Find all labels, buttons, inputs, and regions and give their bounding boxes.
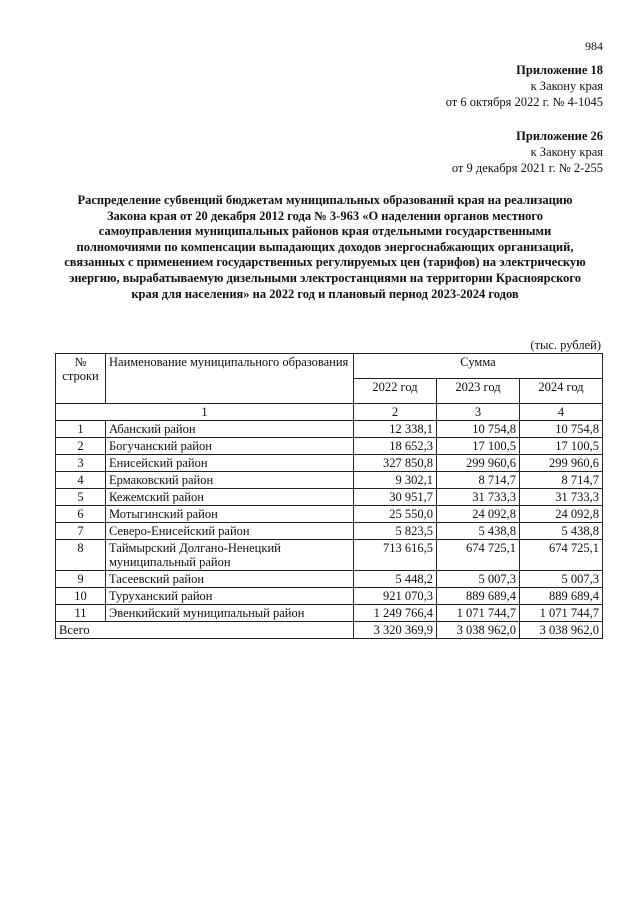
row-number: 11 [56, 605, 106, 622]
value-2023: 5 007,3 [437, 571, 520, 588]
value-2022: 713 616,5 [354, 540, 437, 571]
value-2023: 24 092,8 [437, 506, 520, 523]
total-2022: 3 320 369,9 [354, 622, 437, 639]
row-number: 7 [56, 523, 106, 540]
row-number-header-line: строки [62, 369, 99, 383]
value-2024: 299 960,6 [520, 455, 603, 472]
value-2023: 5 438,8 [437, 523, 520, 540]
sum-header: Сумма [354, 354, 603, 379]
municipality-name: Енисейский район [106, 455, 354, 472]
annex-law-reference: к Закону края [530, 79, 603, 93]
value-2023: 889 689,4 [437, 588, 520, 605]
row-number: 5 [56, 489, 106, 506]
table-row [56, 472, 603, 489]
annex-law-date: от 9 декабря 2021 г. № 2-255 [451, 161, 603, 175]
row-number: 1 [56, 421, 106, 438]
value-2022: 1 249 766,4 [354, 605, 437, 622]
annex-18-header [446, 62, 603, 110]
value-2023: 17 100,5 [437, 438, 520, 455]
total-label: Всего [56, 622, 354, 639]
value-2024: 10 754,8 [520, 421, 603, 438]
value-2022: 18 652,3 [354, 438, 437, 455]
table-row [56, 540, 603, 571]
row-number: 9 [56, 571, 106, 588]
value-2022: 921 070,3 [354, 588, 437, 605]
value-2022: 9 302,1 [354, 472, 437, 489]
municipality-name: Северо-Енисейский район [106, 523, 354, 540]
municipality-name: Эвенкийский муниципальный район [106, 605, 354, 622]
municipality-name-header: Наименование муниципального образования [106, 354, 354, 404]
total-2023: 3 038 962,0 [437, 622, 520, 639]
year-2024-header: 2024 год [520, 379, 603, 404]
value-2024: 1 071 744,7 [520, 605, 603, 622]
row-number: 8 [56, 540, 106, 571]
row-number: 2 [56, 438, 106, 455]
municipality-name: Тасеевский район [106, 571, 354, 588]
table-row [56, 571, 603, 588]
municipality-name: Туруханский район [106, 588, 354, 605]
value-2024: 5 438,8 [520, 523, 603, 540]
table-row [56, 455, 603, 472]
value-2023: 31 733,3 [437, 489, 520, 506]
annex-26-header [452, 128, 603, 176]
value-2024: 8 714,7 [520, 472, 603, 489]
table-row [56, 489, 603, 506]
value-2024: 5 007,3 [520, 571, 603, 588]
total-row [56, 622, 603, 639]
municipality-name: Богучанский район [106, 438, 354, 455]
year-2023-header: 2023 год [437, 379, 520, 404]
annex-law-date: от 6 октября 2022 г. № 4-1045 [445, 95, 603, 109]
value-2024: 674 725,1 [520, 540, 603, 571]
column-number: 2 [354, 404, 437, 421]
document-title [60, 193, 590, 302]
municipality-name: Мотыгинский район [106, 506, 354, 523]
title-line: Закона края от 20 декабря 2012 года № 3-963 «О наделении органов местного [106, 208, 544, 223]
column-numbers-row [56, 404, 603, 421]
value-2022: 30 951,7 [354, 489, 437, 506]
municipality-name: Кежемский район [106, 489, 354, 506]
row-number: 10 [56, 588, 106, 605]
value-2024: 31 733,3 [520, 489, 603, 506]
value-2024: 24 092,8 [520, 506, 603, 523]
row-number: 3 [56, 455, 106, 472]
table-row [56, 588, 603, 605]
table-row [56, 421, 603, 438]
table-row [56, 523, 603, 540]
municipality-name: Таймырский Долгано-Ненецкий муниципальный район [106, 540, 354, 571]
value-2022: 5 823,5 [354, 523, 437, 540]
value-2022: 5 448,2 [354, 571, 437, 588]
page-number: 984 [585, 39, 603, 53]
annex-law-reference: к Закону края [530, 145, 603, 159]
value-2024: 889 689,4 [520, 588, 603, 605]
value-2023: 10 754,8 [437, 421, 520, 438]
row-number: 6 [56, 506, 106, 523]
column-number: 1 [56, 404, 354, 421]
table-row [56, 438, 603, 455]
value-2022: 327 850,8 [354, 455, 437, 472]
annex-title: Приложение 18 [516, 63, 603, 77]
units-label: (тыс. рублей) [530, 338, 601, 352]
municipality-name: Ермаковский район [106, 472, 354, 489]
title-line: края для населения» на 2022 год и плановый период 2023-2024 годов [131, 286, 519, 301]
column-number: 3 [437, 404, 520, 421]
year-2022-header: 2022 год [354, 379, 437, 404]
title-line: Распределение субвенций бюджетам муниципальных образований края на реализацию [77, 193, 573, 207]
title-line: связанных с применением государственных регулируемых цен (тарифов) на электрическую [64, 255, 586, 270]
row-number-header-line: № [74, 355, 87, 369]
total-2024: 3 038 962,0 [520, 622, 603, 639]
table-row [56, 506, 603, 523]
title-line: самоуправления муниципальных районов края отдельными государственными [98, 224, 552, 239]
title-line: энергию, вырабатываемую дизельными электростанциями на территории Красноярского [68, 270, 582, 285]
title-line: полномочиями по компенсации выпадающих доходов энергоснабжающих организаций, [76, 239, 574, 254]
value-2023: 1 071 744,7 [437, 605, 520, 622]
annex-title: Приложение 26 [516, 129, 603, 143]
value-2023: 8 714,7 [437, 472, 520, 489]
row-number-header [56, 354, 106, 404]
municipality-name: Абанский район [106, 421, 354, 438]
table-row [56, 605, 603, 622]
value-2024: 17 100,5 [520, 438, 603, 455]
value-2022: 12 338,1 [354, 421, 437, 438]
distribution-table [55, 353, 603, 639]
row-number: 4 [56, 472, 106, 489]
value-2022: 25 550,0 [354, 506, 437, 523]
column-number: 4 [520, 404, 603, 421]
table-header-row [56, 354, 603, 379]
value-2023: 299 960,6 [437, 455, 520, 472]
value-2023: 674 725,1 [437, 540, 520, 571]
